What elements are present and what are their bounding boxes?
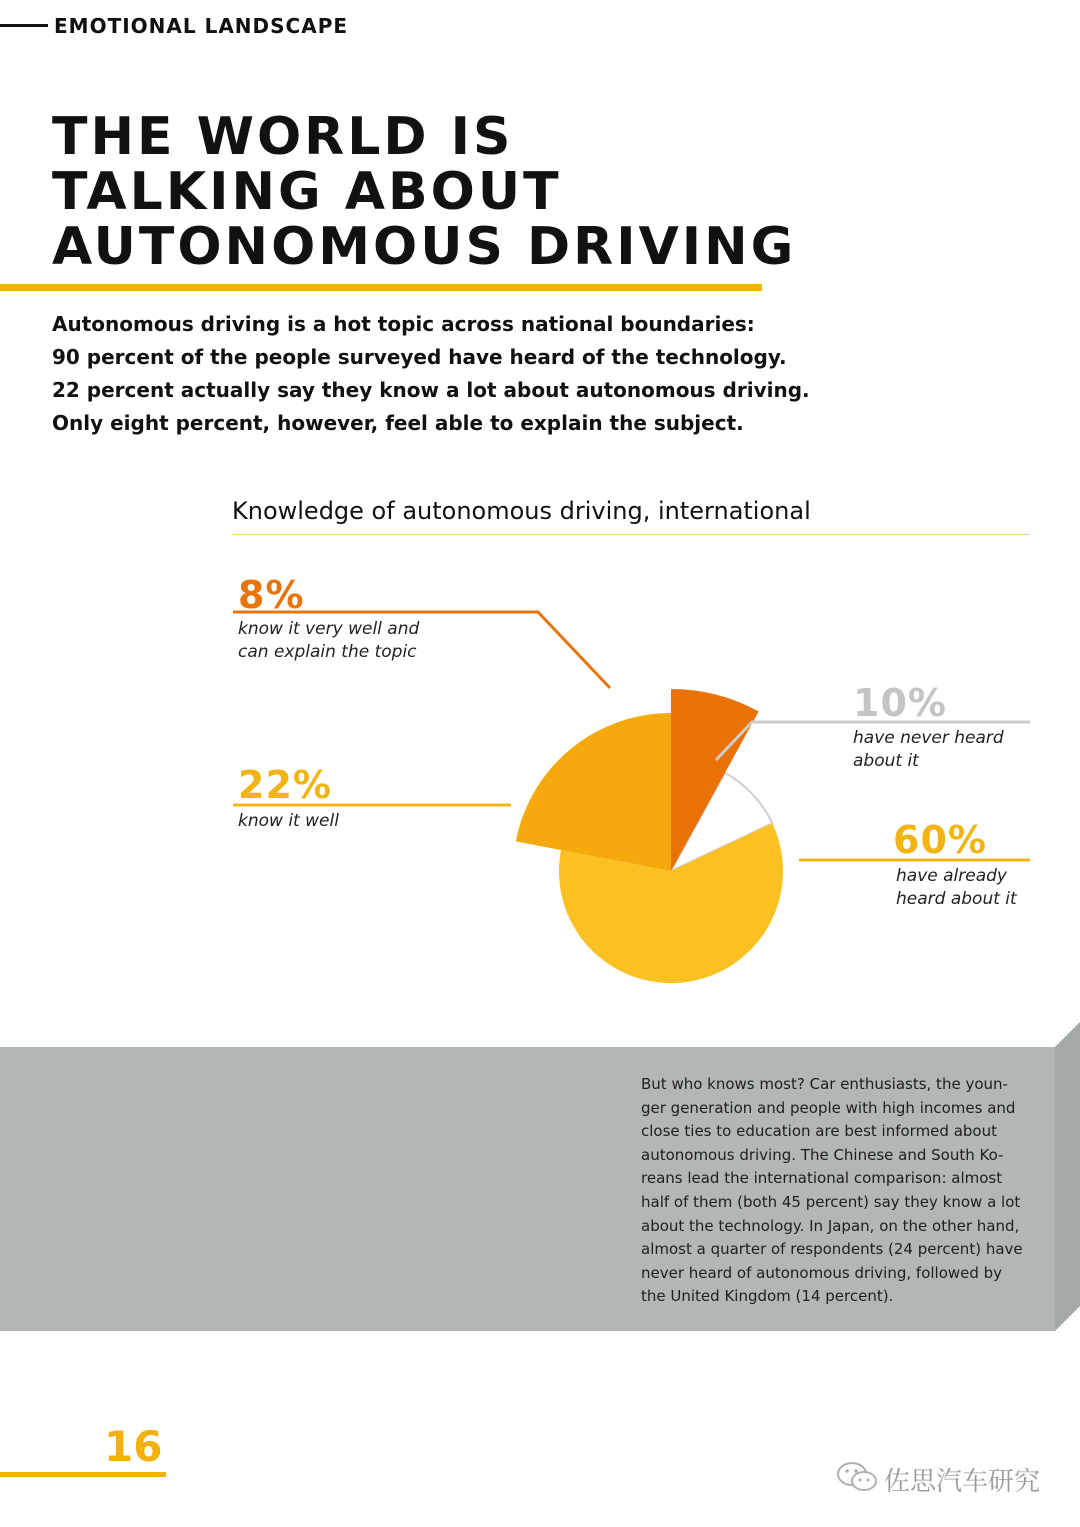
slice-label-10: 10% — [853, 681, 947, 725]
title-line: TALKING ABOUT — [52, 162, 562, 222]
sidebar-line: almost a quarter of respondents (24 percent) have — [641, 1240, 1023, 1259]
sidebar-line: ger generation and people with high incomes and — [641, 1098, 1016, 1117]
title-line: THE WORLD IS — [52, 107, 514, 167]
title-line: AUTONOMOUS DRIVING — [52, 217, 797, 277]
sidebar-line: But who knows most? Car enthusiasts, the youn- — [641, 1075, 1008, 1093]
sidebar-line: never heard of autonomous driving, followed by — [641, 1263, 1003, 1282]
slice-label-8: 8% — [238, 573, 305, 617]
intro-line: Only eight percent, however, feel able to explain the subject. — [52, 411, 744, 435]
sidebar-line: about the technology. In Japan, on the other hand, — [641, 1216, 1020, 1235]
description-line: have never heard — [853, 728, 1004, 748]
intro-line: Autonomous driving is a hot topic across national boundaries: — [52, 312, 755, 336]
sidebar-line: half of them (both 45 percent) say they know a lot — [641, 1192, 1021, 1211]
sidebar-line: autonomous driving. The Chinese and South Ko- — [641, 1145, 1004, 1164]
sidebar-line: close ties to education are best informed about — [641, 1122, 997, 1141]
description-line: know it very well and — [238, 619, 420, 639]
slice-label-60: 60% — [893, 818, 987, 862]
intro-line: 22 percent actually say they know a lot about autonomous driving. — [52, 378, 810, 402]
slice-label-22: 22% — [238, 763, 332, 807]
wechat-icon — [834, 1458, 880, 1494]
pie-slice-know-well — [516, 713, 671, 871]
slice-description-8 — [238, 618, 419, 664]
sidebar-line: the United Kingdom (14 percent). — [641, 1287, 894, 1306]
description-line: can explain the topic — [238, 642, 417, 662]
sidebar-line: reans lead the international comparison: almost — [641, 1169, 1003, 1188]
slice-description-10 — [853, 727, 1004, 773]
description-line: know it well — [238, 811, 339, 831]
band-edge — [1055, 1022, 1080, 1331]
sidebar-text — [641, 1073, 1041, 1309]
slice-description-22 — [238, 810, 339, 833]
watermark: 佐思汽车研究 — [884, 1467, 1041, 1497]
intro-line: 90 percent of the people surveyed have heard of the technology. — [52, 345, 787, 369]
chart-title: Knowledge of autonomous driving, international — [232, 497, 811, 525]
page-number-rule — [0, 1472, 166, 1477]
section-label: EMOTIONAL LANDSCAPE — [54, 14, 349, 38]
page-number: 16 — [104, 1422, 163, 1471]
description-line: have already — [896, 866, 1007, 886]
description-line: heard about it — [896, 889, 1017, 909]
slice-description-60 — [896, 865, 1017, 911]
description-line: about it — [853, 751, 919, 771]
